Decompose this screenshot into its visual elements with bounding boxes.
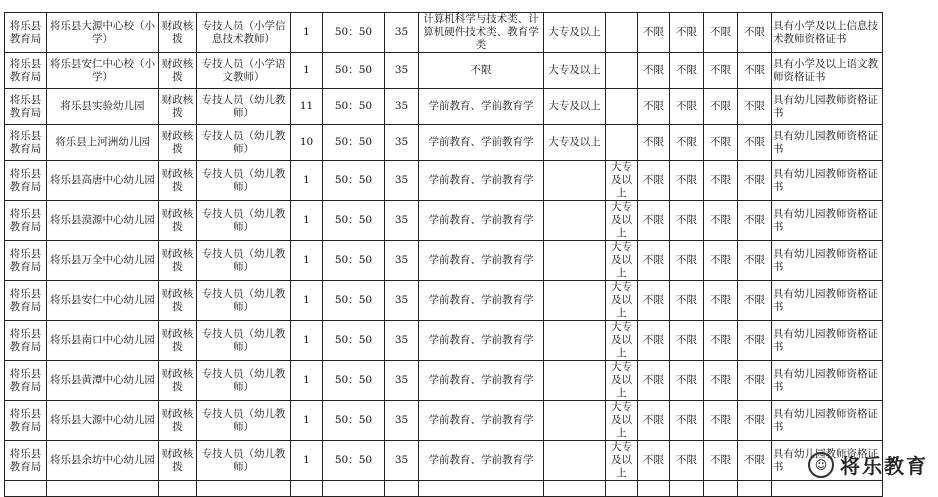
ratio-cell: 50：50 bbox=[323, 89, 385, 125]
certificate-cell: 具有幼儿园教师资格证书 bbox=[772, 441, 883, 481]
position-cell: 专技人员（小学信息技术教师） bbox=[197, 13, 291, 53]
age-cell: 35 bbox=[385, 401, 419, 441]
certificate-cell: 具有幼儿园教师资格证书 bbox=[772, 281, 883, 321]
limit-cell-1: 不限 bbox=[638, 361, 670, 401]
limit-cell-2: 不限 bbox=[670, 441, 704, 481]
empty-cell bbox=[738, 481, 772, 497]
education-alt-cell: 大专及以上 bbox=[606, 281, 638, 321]
position-cell: 专技人员（幼儿教师） bbox=[197, 241, 291, 281]
funding-cell: 财政核拨 bbox=[159, 321, 197, 361]
education-alt-cell bbox=[606, 89, 638, 125]
school-cell: 将乐县漠源中心幼儿园 bbox=[47, 201, 159, 241]
limit-cell-4: 不限 bbox=[738, 161, 772, 201]
education-cell: 大专及以上 bbox=[544, 53, 606, 89]
position-cell: 专技人员（小学语文教师） bbox=[197, 53, 291, 89]
count-cell: 11 bbox=[291, 89, 323, 125]
dept-cell: 将乐县教育局 bbox=[5, 401, 47, 441]
limit-cell-2: 不限 bbox=[670, 13, 704, 53]
empty-cell bbox=[606, 481, 638, 497]
dept-cell: 将乐县教育局 bbox=[5, 281, 47, 321]
age-cell: 35 bbox=[385, 441, 419, 481]
table-row bbox=[5, 161, 883, 201]
empty-cell bbox=[5, 481, 47, 497]
limit-cell-3: 不限 bbox=[704, 53, 738, 89]
major-cell: 学前教育、学前教育学 bbox=[419, 241, 544, 281]
school-cell: 将乐县高唐中心幼儿园 bbox=[47, 161, 159, 201]
dept-cell: 将乐县教育局 bbox=[5, 13, 47, 53]
age-cell: 35 bbox=[385, 361, 419, 401]
ratio-cell: 50：50 bbox=[323, 161, 385, 201]
school-cell: 将乐县余坊中心幼儿园 bbox=[47, 441, 159, 481]
count-cell: 1 bbox=[291, 281, 323, 321]
table-row bbox=[5, 441, 883, 481]
limit-cell-1: 不限 bbox=[638, 201, 670, 241]
limit-cell-1: 不限 bbox=[638, 161, 670, 201]
major-cell: 学前教育、学前教育学 bbox=[419, 89, 544, 125]
limit-cell-1: 不限 bbox=[638, 89, 670, 125]
funding-cell: 财政核拨 bbox=[159, 281, 197, 321]
age-cell: 35 bbox=[385, 125, 419, 161]
empty-cell bbox=[638, 481, 670, 497]
table-row bbox=[5, 361, 883, 401]
education-alt-cell bbox=[606, 13, 638, 53]
education-alt-cell: 大专及以上 bbox=[606, 241, 638, 281]
dept-cell: 将乐县教育局 bbox=[5, 361, 47, 401]
education-cell: 大专及以上 bbox=[544, 125, 606, 161]
limit-cell-3: 不限 bbox=[704, 321, 738, 361]
certificate-cell: 具有小学及以上信息技术教师资格证书 bbox=[772, 13, 883, 53]
certificate-cell: 具有幼儿园教师资格证书 bbox=[772, 241, 883, 281]
empty-cell bbox=[323, 481, 385, 497]
school-cell: 将乐县万全中心幼儿园 bbox=[47, 241, 159, 281]
school-cell: 将乐县大源中心校（小学） bbox=[47, 13, 159, 53]
limit-cell-2: 不限 bbox=[670, 89, 704, 125]
education-cell bbox=[544, 361, 606, 401]
watermark-text: 将乐教育 bbox=[840, 454, 928, 478]
limit-cell-4: 不限 bbox=[738, 201, 772, 241]
limit-cell-4: 不限 bbox=[738, 53, 772, 89]
certificate-cell: 具有幼儿园教师资格证书 bbox=[772, 361, 883, 401]
education-alt-cell: 大专及以上 bbox=[606, 401, 638, 441]
limit-cell-3: 不限 bbox=[704, 441, 738, 481]
empty-cell bbox=[419, 481, 544, 497]
age-cell: 35 bbox=[385, 321, 419, 361]
count-cell: 1 bbox=[291, 161, 323, 201]
empty-cell bbox=[159, 481, 197, 497]
limit-cell-1: 不限 bbox=[638, 241, 670, 281]
wechat-logo-icon: ☺ bbox=[808, 452, 834, 478]
count-cell: 1 bbox=[291, 321, 323, 361]
certificate-cell: 具有幼儿园教师资格证书 bbox=[772, 161, 883, 201]
limit-cell-1: 不限 bbox=[638, 441, 670, 481]
education-cell bbox=[544, 241, 606, 281]
education-alt-cell: 大专及以上 bbox=[606, 201, 638, 241]
education-cell: 大专及以上 bbox=[544, 13, 606, 53]
major-cell: 学前教育、学前教育学 bbox=[419, 361, 544, 401]
education-alt-cell: 大专及以上 bbox=[606, 361, 638, 401]
major-cell: 计算机科学与技术类、计算机硬件技术类、教育学类 bbox=[419, 13, 544, 53]
limit-cell-1: 不限 bbox=[638, 321, 670, 361]
limit-cell-4: 不限 bbox=[738, 13, 772, 53]
limit-cell-2: 不限 bbox=[670, 53, 704, 89]
funding-cell: 财政核拨 bbox=[159, 201, 197, 241]
position-cell: 专技人员（幼儿教师） bbox=[197, 161, 291, 201]
age-cell: 35 bbox=[385, 89, 419, 125]
limit-cell-4: 不限 bbox=[738, 241, 772, 281]
empty-cell bbox=[670, 481, 704, 497]
ratio-cell: 50：50 bbox=[323, 241, 385, 281]
limit-cell-4: 不限 bbox=[738, 441, 772, 481]
limit-cell-2: 不限 bbox=[670, 401, 704, 441]
recruitment-table bbox=[4, 12, 883, 497]
empty-cell bbox=[544, 481, 606, 497]
limit-cell-1: 不限 bbox=[638, 125, 670, 161]
certificate-cell: 具有幼儿园教师资格证书 bbox=[772, 321, 883, 361]
limit-cell-2: 不限 bbox=[670, 161, 704, 201]
education-alt-cell: 大专及以上 bbox=[606, 161, 638, 201]
education-cell bbox=[544, 401, 606, 441]
age-cell: 35 bbox=[385, 281, 419, 321]
limit-cell-4: 不限 bbox=[738, 321, 772, 361]
major-cell: 不限 bbox=[419, 53, 544, 89]
limit-cell-3: 不限 bbox=[704, 13, 738, 53]
major-cell: 学前教育、学前教育学 bbox=[419, 441, 544, 481]
funding-cell: 财政核拨 bbox=[159, 361, 197, 401]
table-row bbox=[5, 281, 883, 321]
ratio-cell: 50：50 bbox=[323, 53, 385, 89]
position-cell: 专技人员（幼儿教师） bbox=[197, 441, 291, 481]
dept-cell: 将乐县教育局 bbox=[5, 201, 47, 241]
limit-cell-1: 不限 bbox=[638, 13, 670, 53]
position-cell: 专技人员（幼儿教师） bbox=[197, 201, 291, 241]
ratio-cell: 50：50 bbox=[323, 321, 385, 361]
dept-cell: 将乐县教育局 bbox=[5, 125, 47, 161]
major-cell: 学前教育、学前教育学 bbox=[419, 281, 544, 321]
limit-cell-4: 不限 bbox=[738, 401, 772, 441]
position-cell: 专技人员（幼儿教师） bbox=[197, 281, 291, 321]
limit-cell-3: 不限 bbox=[704, 401, 738, 441]
certificate-cell: 具有幼儿园教师资格证书 bbox=[772, 125, 883, 161]
ratio-cell: 50：50 bbox=[323, 441, 385, 481]
school-cell: 将乐县安仁中心幼儿园 bbox=[47, 281, 159, 321]
limit-cell-2: 不限 bbox=[670, 241, 704, 281]
count-cell: 10 bbox=[291, 125, 323, 161]
education-cell bbox=[544, 161, 606, 201]
ratio-cell: 50：50 bbox=[323, 361, 385, 401]
dept-cell: 将乐县教育局 bbox=[5, 53, 47, 89]
major-cell: 学前教育、学前教育学 bbox=[419, 321, 544, 361]
education-cell: 大专及以上 bbox=[544, 89, 606, 125]
age-cell: 35 bbox=[385, 241, 419, 281]
limit-cell-4: 不限 bbox=[738, 361, 772, 401]
education-alt-cell: 大专及以上 bbox=[606, 321, 638, 361]
age-cell: 35 bbox=[385, 161, 419, 201]
count-cell: 1 bbox=[291, 53, 323, 89]
limit-cell-3: 不限 bbox=[704, 125, 738, 161]
limit-cell-2: 不限 bbox=[670, 281, 704, 321]
position-cell: 专技人员（幼儿教师） bbox=[197, 125, 291, 161]
table-row bbox=[5, 125, 883, 161]
funding-cell: 财政核拨 bbox=[159, 241, 197, 281]
limit-cell-1: 不限 bbox=[638, 401, 670, 441]
ratio-cell: 50：50 bbox=[323, 401, 385, 441]
major-cell: 学前教育、学前教育学 bbox=[419, 201, 544, 241]
count-cell: 1 bbox=[291, 201, 323, 241]
limit-cell-3: 不限 bbox=[704, 89, 738, 125]
major-cell: 学前教育、学前教育学 bbox=[419, 125, 544, 161]
count-cell: 1 bbox=[291, 361, 323, 401]
table-row bbox=[5, 321, 883, 361]
watermark bbox=[808, 450, 928, 479]
limit-cell-2: 不限 bbox=[670, 125, 704, 161]
major-cell: 学前教育、学前教育学 bbox=[419, 161, 544, 201]
limit-cell-4: 不限 bbox=[738, 89, 772, 125]
limit-cell-3: 不限 bbox=[704, 361, 738, 401]
table-row bbox=[5, 89, 883, 125]
count-cell: 1 bbox=[291, 241, 323, 281]
education-alt-cell: 大专及以上 bbox=[606, 441, 638, 481]
dept-cell: 将乐县教育局 bbox=[5, 321, 47, 361]
ratio-cell: 50：50 bbox=[323, 125, 385, 161]
funding-cell: 财政核拨 bbox=[159, 401, 197, 441]
certificate-cell: 具有幼儿园教师资格证书 bbox=[772, 89, 883, 125]
school-cell: 将乐县大源中心幼儿园 bbox=[47, 401, 159, 441]
dept-cell: 将乐县教育局 bbox=[5, 441, 47, 481]
limit-cell-3: 不限 bbox=[704, 241, 738, 281]
funding-cell: 财政核拨 bbox=[159, 441, 197, 481]
empty-cell bbox=[772, 481, 883, 497]
empty-cell bbox=[291, 481, 323, 497]
table-row bbox=[5, 53, 883, 89]
funding-cell: 财政核拨 bbox=[159, 125, 197, 161]
major-cell: 学前教育、学前教育学 bbox=[419, 401, 544, 441]
limit-cell-3: 不限 bbox=[704, 281, 738, 321]
funding-cell: 财政核拨 bbox=[159, 13, 197, 53]
empty-cell bbox=[385, 481, 419, 497]
funding-cell: 财政核拨 bbox=[159, 53, 197, 89]
ratio-cell: 50：50 bbox=[323, 281, 385, 321]
limit-cell-3: 不限 bbox=[704, 201, 738, 241]
empty-cell bbox=[704, 481, 738, 497]
table-row bbox=[5, 401, 883, 441]
school-cell: 将乐县安仁中心校（小学） bbox=[47, 53, 159, 89]
limit-cell-1: 不限 bbox=[638, 53, 670, 89]
certificate-cell: 具有小学及以上语文教师资格证书 bbox=[772, 53, 883, 89]
position-cell: 专技人员（幼儿教师） bbox=[197, 401, 291, 441]
position-cell: 专技人员（幼儿教师） bbox=[197, 321, 291, 361]
age-cell: 35 bbox=[385, 53, 419, 89]
ratio-cell: 50：50 bbox=[323, 201, 385, 241]
school-cell: 将乐县南口中心幼儿园 bbox=[47, 321, 159, 361]
limit-cell-4: 不限 bbox=[738, 125, 772, 161]
ratio-cell: 50：50 bbox=[323, 13, 385, 53]
school-cell: 将乐县黄潭中心幼儿园 bbox=[47, 361, 159, 401]
school-cell: 将乐县上河洲幼儿园 bbox=[47, 125, 159, 161]
education-cell bbox=[544, 201, 606, 241]
count-cell: 1 bbox=[291, 401, 323, 441]
table-row-partial bbox=[5, 481, 883, 497]
empty-cell bbox=[47, 481, 159, 497]
limit-cell-3: 不限 bbox=[704, 161, 738, 201]
school-cell: 将乐县实验幼儿园 bbox=[47, 89, 159, 125]
education-alt-cell bbox=[606, 53, 638, 89]
education-cell bbox=[544, 321, 606, 361]
limit-cell-4: 不限 bbox=[738, 281, 772, 321]
table-row bbox=[5, 13, 883, 53]
limit-cell-2: 不限 bbox=[670, 361, 704, 401]
position-cell: 专技人员（幼儿教师） bbox=[197, 89, 291, 125]
education-cell bbox=[544, 441, 606, 481]
funding-cell: 财政核拨 bbox=[159, 89, 197, 125]
table-row bbox=[5, 241, 883, 281]
education-alt-cell bbox=[606, 125, 638, 161]
limit-cell-2: 不限 bbox=[670, 321, 704, 361]
limit-cell-2: 不限 bbox=[670, 201, 704, 241]
count-cell: 1 bbox=[291, 441, 323, 481]
certificate-cell: 具有幼儿园教师资格证书 bbox=[772, 401, 883, 441]
limit-cell-1: 不限 bbox=[638, 281, 670, 321]
dept-cell: 将乐县教育局 bbox=[5, 161, 47, 201]
dept-cell: 将乐县教育局 bbox=[5, 89, 47, 125]
dept-cell: 将乐县教育局 bbox=[5, 241, 47, 281]
age-cell: 35 bbox=[385, 13, 419, 53]
education-cell bbox=[544, 281, 606, 321]
count-cell: 1 bbox=[291, 13, 323, 53]
certificate-cell: 具有幼儿园教师资格证书 bbox=[772, 201, 883, 241]
position-cell: 专技人员（幼儿教师） bbox=[197, 361, 291, 401]
age-cell: 35 bbox=[385, 201, 419, 241]
table-row bbox=[5, 201, 883, 241]
funding-cell: 财政核拨 bbox=[159, 161, 197, 201]
empty-cell bbox=[197, 481, 291, 497]
